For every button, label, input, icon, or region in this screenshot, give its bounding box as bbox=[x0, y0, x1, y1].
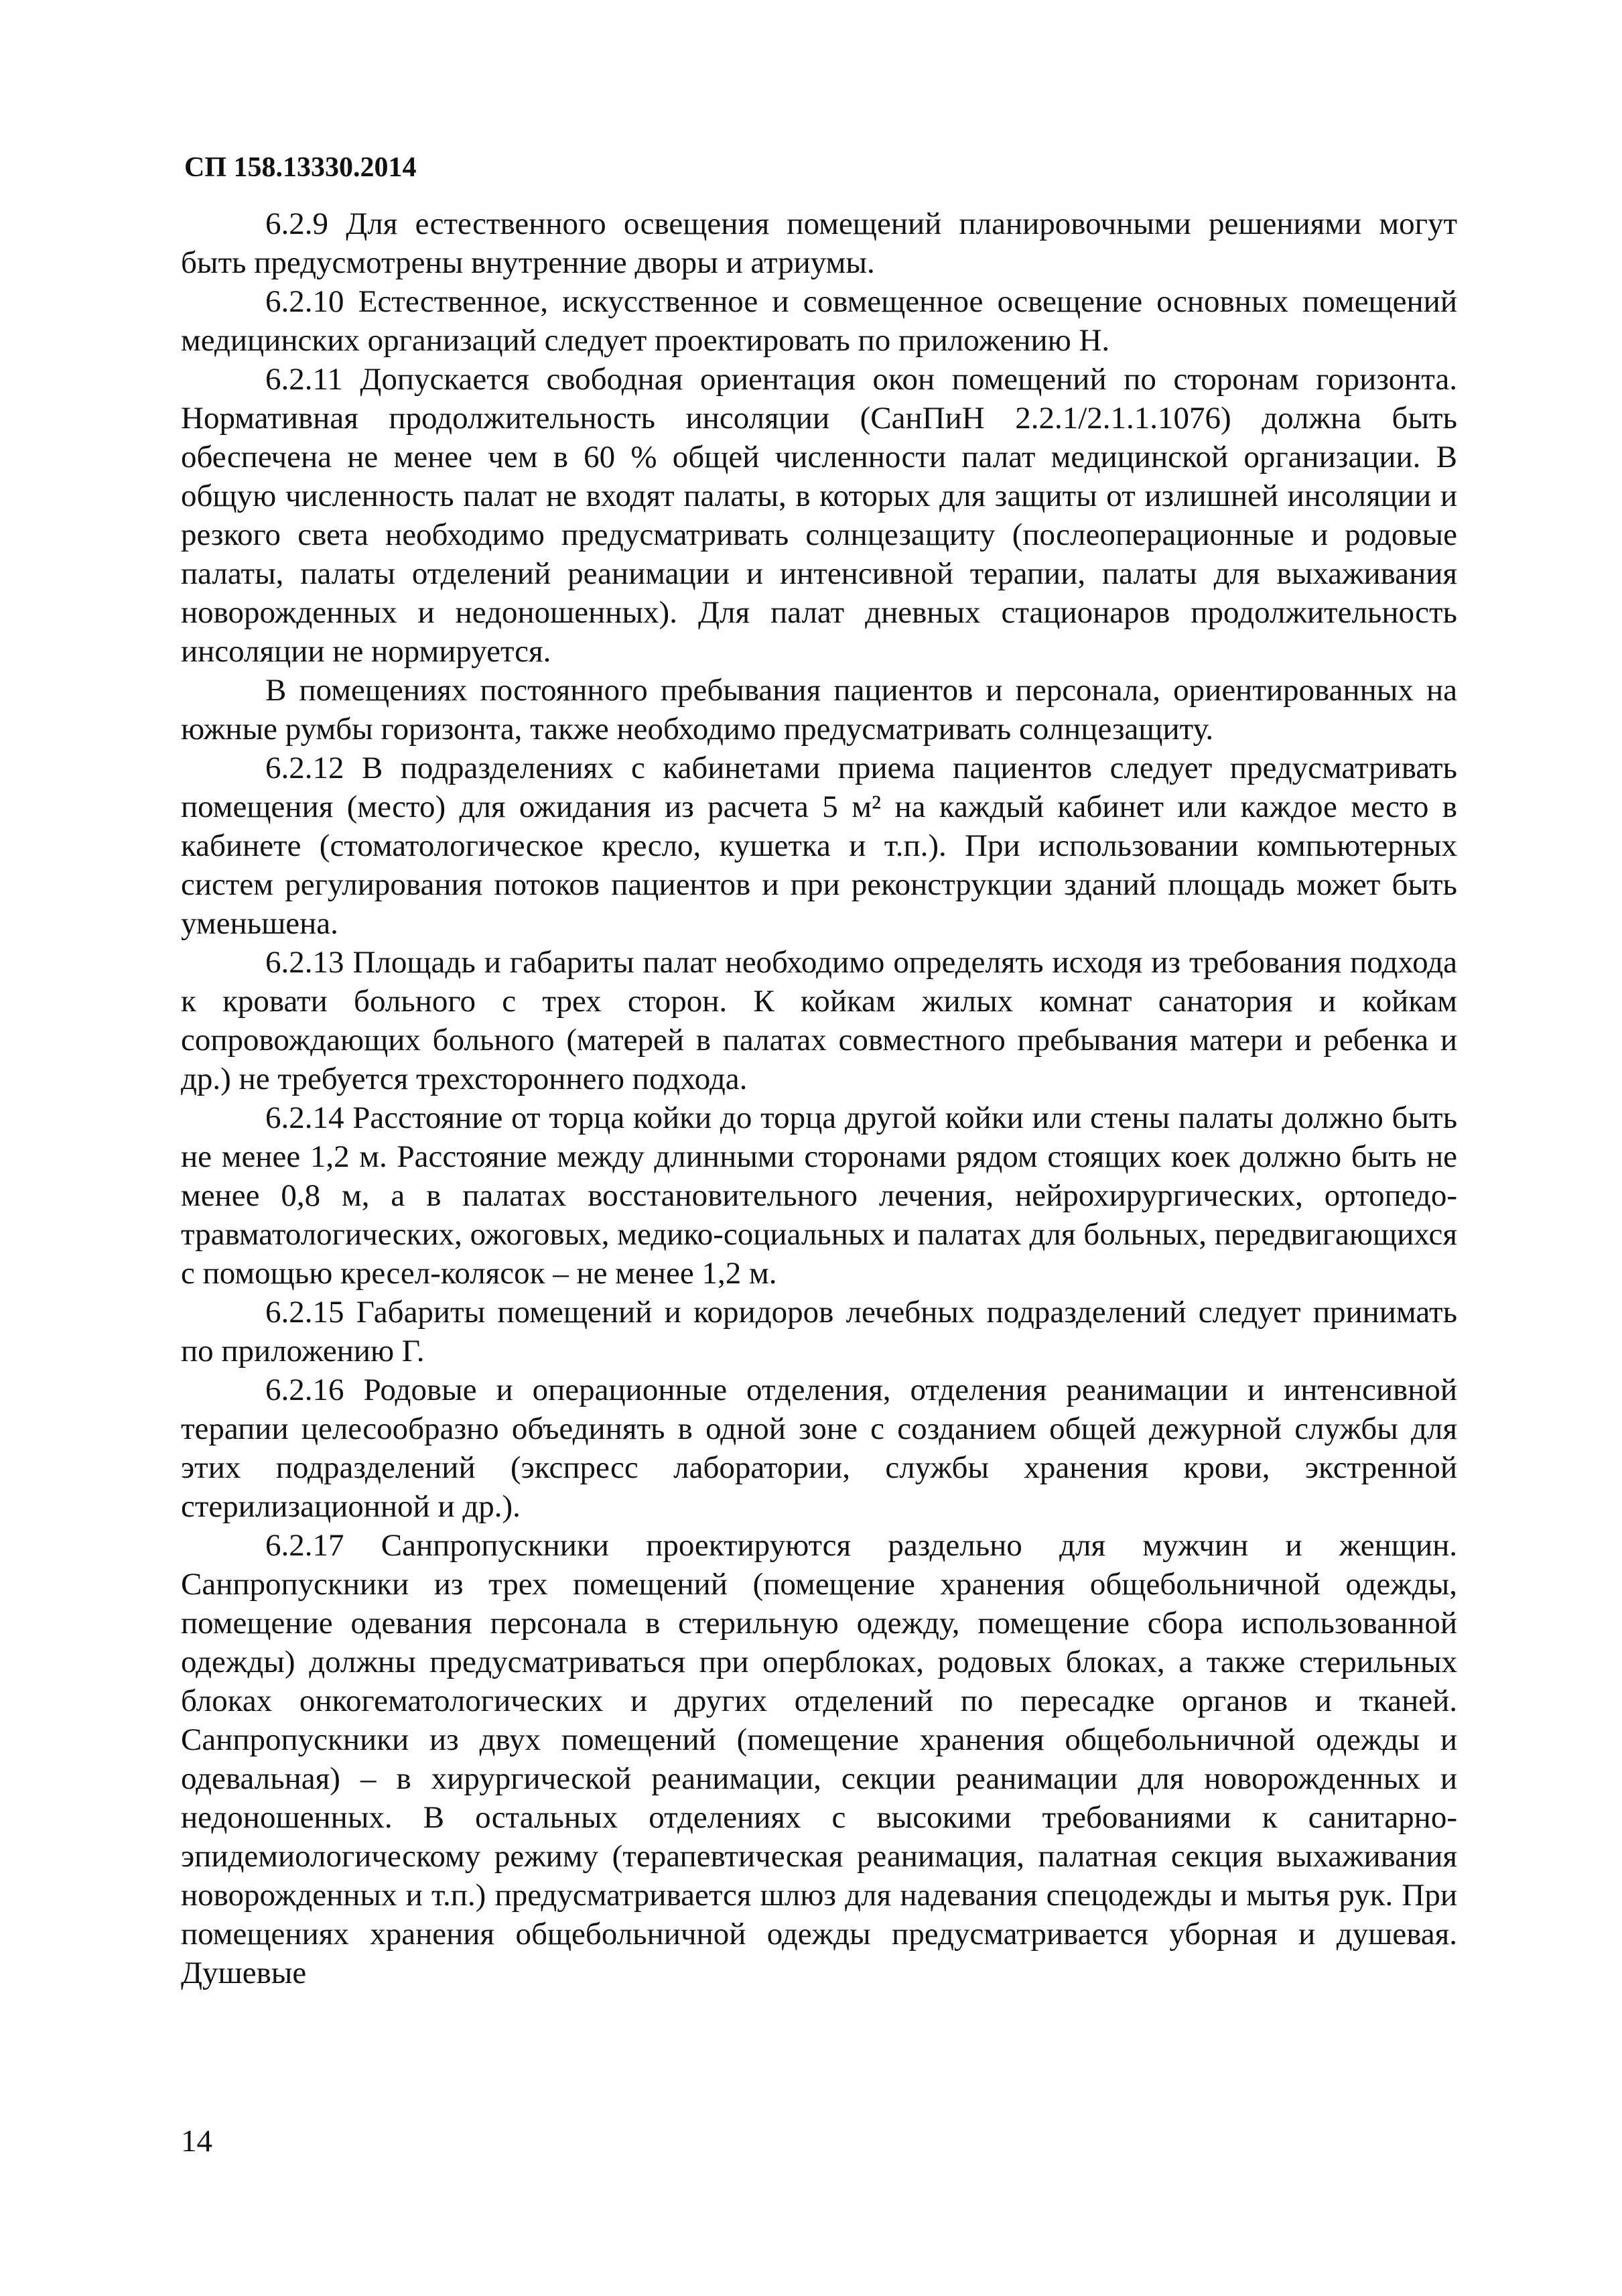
paragraph-6-2-10: 6.2.10 Естественное, искусственное и совмещенное освещение основных помещений медицинских организаций следует проектировать по приложению Н. bbox=[181, 284, 1457, 358]
paragraph-6-2-13: 6.2.13 Площадь и габариты палат необходимо определять исходя из требования подхода к кровати больного с трех сторон. К койкам жилых комнат санатория и койкам сопровождающих больного (матерей в палатах совместного пребывания матери и ребенка и др.) не требуется трехстороннего подхода. bbox=[181, 945, 1457, 1096]
paragraph-6-2-17: 6.2.17 Санпропускники проектируются раздельно для мужчин и женщин. Санпропускники из трех помещений (помещение хранения общебольничной одежды, помещение одевания персонала в стерильную одежду, помещение сбора использованной одежды) должны предусматриваться при оперблоках, родовых блоках, а также стерильных блоках онкогематологических и других отделений по пересадке органов и тканей. Санпропускники из двух помещений (помещение хранения общебольничной одежды и одевальная) – в хирургической реанимации, секции реанимации для новорожденных и недоношенных. В остальных отделениях с высокими требованиями к санитарно-эпидемиологическому режиму (терапевтическая реанимация, палатная секция выхаживания новорожденных и т.п.) предусматривается шлюз для надевания спецодежды и мытья рук. При помещениях хранения общебольничной одежды предусматривается уборная и душевая. Душевые bbox=[181, 1528, 1457, 1990]
paragraph-6-2-9: 6.2.9 Для естественного освещения помещений планировочными решениями могут быть предусмотрены внутренние дворы и атриумы. bbox=[181, 206, 1457, 280]
paragraph-6-2-12: 6.2.12 В подразделениях с кабинетами приема пациентов следует предусматривать помещения (место) для ожидания из расчета 5 м² на каждый кабинет или каждое место в кабинете (стоматологическое кресло, кушетка и т.п.). При использовании компьютерных систем регулирования потоков пациентов и при реконструкции зданий площадь может быть уменьшена. bbox=[181, 751, 1457, 941]
document-code-header: СП 158.13330.2014 bbox=[184, 152, 417, 183]
document-body bbox=[181, 204, 1457, 1992]
paragraph-6-2-16: 6.2.16 Родовые и операционные отделения, отделения реанимации и интенсивной терапии целесообразно объединять в одной зоне с созданием общей дежурной службы для этих подразделений (экспресс лаборатории, службы хранения крови, экстренной стерилизационной и др.). bbox=[181, 1373, 1457, 1524]
paragraph-6-2-14: 6.2.14 Расстояние от торца койки до торца другой койки или стены палаты должно быть не менее 1,2 м. Расстояние между длинными сторонами рядом стоящих коек должно быть не менее 0,8 м, а в палатах восстановительного лечения, нейрохирургических, ортопедо-травматологических, ожоговых, медико-социальных и палатах для больных, передвигающихся с помощью кресел-колясок – не менее 1,2 м. bbox=[181, 1100, 1457, 1291]
page-number: 14 bbox=[181, 2124, 212, 2159]
paragraph-6-2-15: 6.2.15 Габариты помещений и коридоров лечебных подразделений следует принимать по приложению Г. bbox=[181, 1295, 1457, 1368]
paragraph-6-2-11: 6.2.11 Допускается свободная ориентация окон помещений по сторонам горизонта. Нормативная продолжительность инсоляции (СанПиН 2.2.1/2.1.1.1076) должна быть обеспечена не менее чем в 60 % общей численности палат медицинской организации. В общую численность палат не входят палаты, в которых для защиты от излишней инсоляции и резкого света необходимо предусматривать солнцезащиту (послеоперационные и родовые палаты, палаты отделений реанимации и интенсивной терапии, палаты для выхаживания новорожденных и недоношенных). Для палат дневных стационаров продолжительность инсоляции не нормируется. bbox=[181, 362, 1457, 669]
paragraph-6-2-11-continued: В помещениях постоянного пребывания пациентов и персонала, ориентированных на южные румбы горизонта, также необходимо предусматривать солнцезащиту. bbox=[181, 673, 1457, 747]
